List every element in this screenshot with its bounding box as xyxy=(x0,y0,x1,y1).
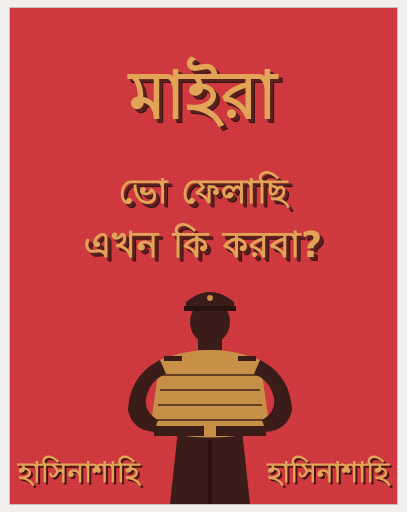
headline-line-2: ভো ফেলাছি xyxy=(118,172,289,212)
poster xyxy=(10,8,397,504)
headline-line-3: এখন কি করবা? xyxy=(83,225,324,266)
footer-left-text: হাসিনাশাহি xyxy=(18,456,140,489)
footer-right-text: হাসিনাশাহি xyxy=(267,456,389,489)
headline-line-1: মাইরা xyxy=(129,57,278,134)
